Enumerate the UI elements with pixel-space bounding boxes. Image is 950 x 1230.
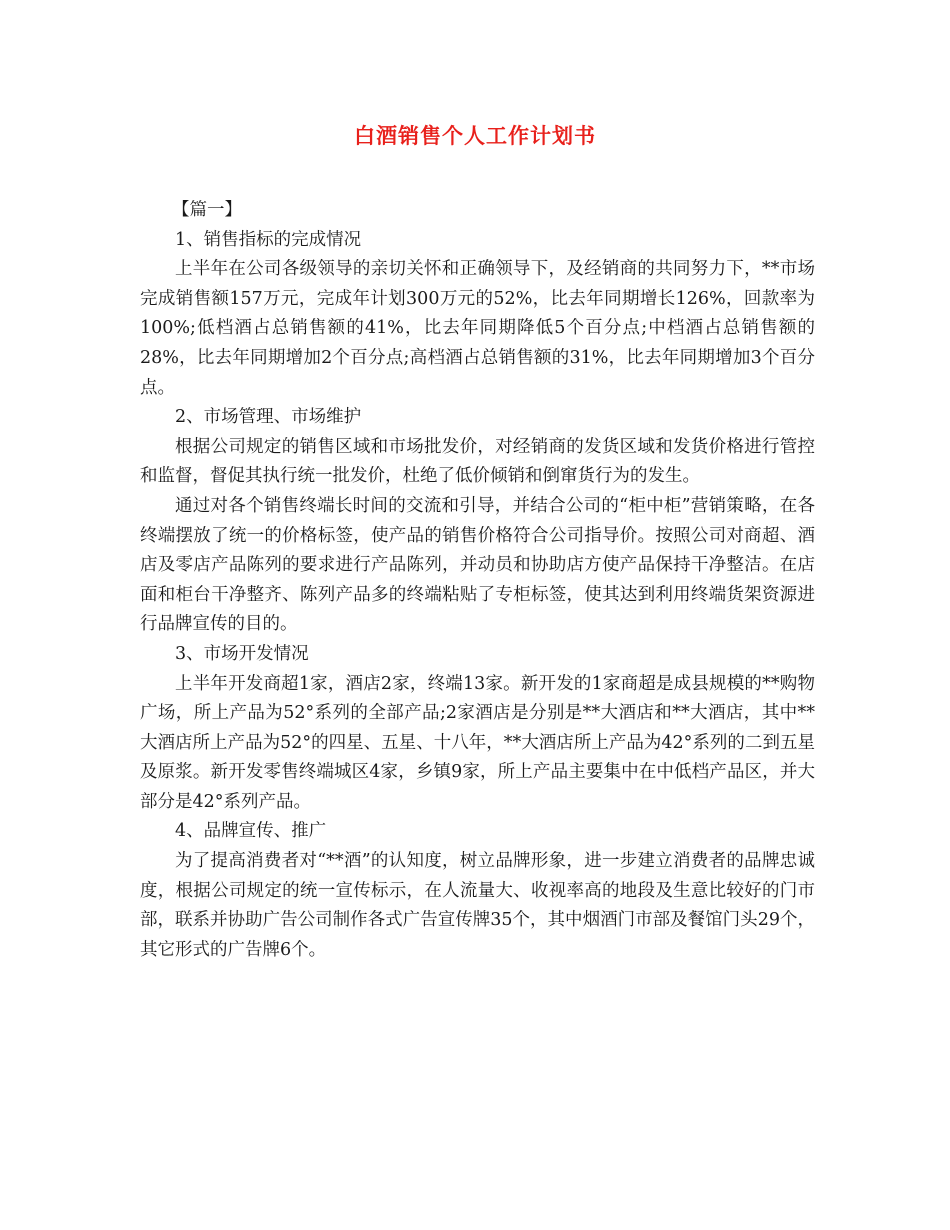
document-title: 白酒销售个人工作计划书	[354, 123, 596, 148]
paragraph-terminal-display: 通过对各个销售终端长时间的交流和引导，并结合公司的“柜中柜”营销策略，在各终端摆放了统一的价格标签，使产品的销售价格符合公司指导价。按照公司对商超、酒店及零店产品陈列的要求进行产品陈列，并动员和协助店方使产品保持干净整洁。在店面和柜台干净整齐、陈列产品多的终端粘贴了专柜标签，使其达到利用终端货架资源进行品牌宣传的目的。	[140, 495, 815, 635]
paragraph-new-outlets: 上半年开发商超1家，酒店2家，终端13家。新开发的1家商超是成县规模的**购物广场，所上产品为52°系列的全部产品;2家酒店是分别是**大酒店和**大酒店，其中**大酒店所上产品为52°的四星、五星、十八年，**大酒店所上产品为42°系列的二到五星及原浆。新开发零售终端城区4家，乡镇9家，所上产品主要集中在中低档产品区，并大部分是42°系列产品。	[140, 673, 815, 812]
paragraph-sales-results: 上半年在公司各级领导的亲切关怀和正确领导下，及经销商的共同努力下，**市场完成销售额157万元，完成年计划300万元的52%，比去年同期增长126%，回款率为100%;低档酒占总销售额的41%，比去年同期降低5个百分点;中档酒占总销售额的28%，比去年同期增加2个百分点;高档酒占总销售额的31%，比去年同期增加3个百分点。	[140, 259, 815, 398]
section-heading-market-development: 3、市场开发情况	[175, 643, 309, 664]
chapter-heading: 【篇一】	[172, 200, 242, 220]
section-heading-brand-promotion: 4、品牌宣传、推广	[175, 821, 327, 842]
paragraph-price-control: 根据公司规定的销售区域和市场批发价，对经销商的发货区域和发货价格进行管控和监督，督促其执行统一批发价，杜绝了低价倾销和倒窜货行为的发生。	[140, 436, 815, 487]
document-body	[140, 196, 815, 965]
paragraph-advertising: 为了提高消费者对“**酒”的认知度，树立品牌形象，进一步建立消费者的品牌忠诚度，根据公司规定的统一宣传标示，在人流量大、收视率高的地段及生意比较好的门市部，联系并协助广告公司制作各式广告宣传牌35个，其中烟酒门市部及餐馆门头29个，其它形式的广告牌6个。	[140, 851, 815, 960]
section-heading-sales-targets: 1、销售指标的完成情况	[175, 229, 362, 250]
section-heading-market-management: 2、市场管理、市场维护	[175, 407, 362, 428]
